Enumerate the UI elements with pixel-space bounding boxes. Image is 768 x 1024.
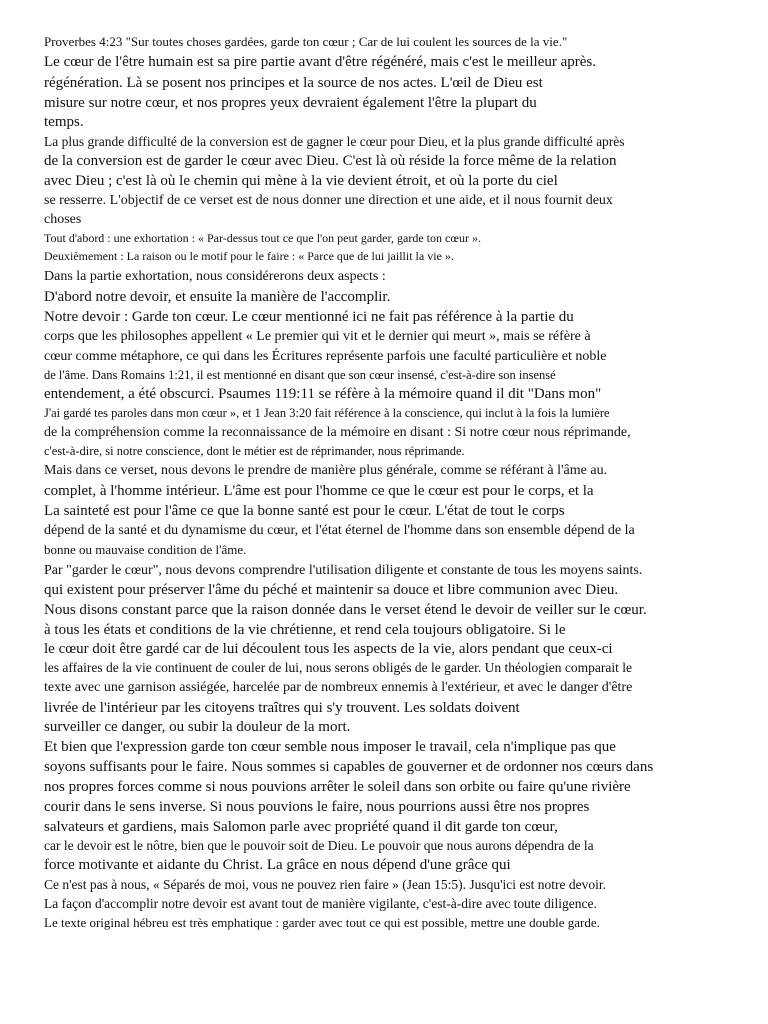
text-line: Mais dans ce verset, nous devons le prendre de manière plus générale, comme se référant à l'âme au. [44, 463, 608, 478]
text-line: complet, à l'homme intérieur. L'âme est pour l'homme ce que le cœur est pour le corps, et la [44, 483, 594, 499]
text-line: choses [44, 212, 82, 227]
text-line: entendement, a été obscurci. Psaumes 119:11 se réfère à la mémoire quand il dit "Dans mon" [44, 386, 602, 402]
text-line: Et bien que l'expression garde ton cœur semble nous imposer le travail, cela n'implique pas que [44, 739, 616, 755]
text-line: La plus grande difficulté de la conversion est de gagner le cœur pour Dieu, et la plus grande difficulté après [44, 134, 625, 149]
text-line: misure sur notre cœur, et nos propres yeux devraient également l'être la plupart du [44, 95, 537, 111]
text-line: Deuxièmement : La raison ou le motif pour le faire : « Parce que de lui jaillit la vie ». [44, 249, 454, 263]
text-line: Nous disons constant parce que la raison donnée dans le verset étend le devoir de veiller sur le cœur. [44, 602, 647, 618]
text-line: car le devoir est le nôtre, bien que le pouvoir soit de Dieu. Le pouvoir que nous aurons dépendra de la [44, 838, 594, 853]
text-line: se resserre. L'objectif de ce verset est de nous donner une direction et une aide, et il nous fournit deux [44, 193, 613, 208]
text-line: La façon d'accomplir notre devoir est avant tout de manière vigilante, c'est-à-dire avec toute diligence. [44, 896, 597, 911]
text-line: corps que les philosophes appellent « Le premier qui vit et le dernier qui meurt », mais se réfère à [44, 329, 591, 344]
text-line: Tout d'abord : une exhortation : « Par-dessus tout ce que l'on peut garder, garde ton cœur ». [44, 231, 481, 245]
text-line: nos propres forces comme si nous pouvions arrêter le soleil dans son orbite ou faire qu'une rivière [44, 779, 631, 795]
text-line: J'ai gardé tes paroles dans mon cœur », et 1 Jean 3:20 fait référence à la conscience, qui inclut à la fois la lumière [44, 406, 610, 420]
text-line: La sainteté est pour l'âme ce que la bonne santé est pour le cœur. L'état de tout le corps [44, 503, 565, 519]
text-line: surveiller ce danger, ou subir la douleur de la mort. [44, 719, 351, 735]
text-line: le cœur doit être gardé car de lui découlent tous les aspects de la vie, alors pendant que ceux-ci [44, 641, 613, 657]
text-line: courir dans le sens inverse. Si nous pouvions le faire, nous pourrions aussi être nos propres [44, 799, 590, 815]
text-line: temps. [44, 114, 84, 130]
text-line: Proverbes 4:23 "Sur toutes choses gardées, garde ton cœur ; Car de lui coulent les sources de la vie." [44, 34, 568, 49]
text-line: qui existent pour préserver l'âme du péché et maintenir sa douce et libre communion avec Dieu. [44, 582, 619, 598]
text-line: bonne ou mauvaise condition de l'âme. [44, 542, 247, 557]
text-line: de la compréhension comme la reconnaissance de la mémoire en disant : Si notre cœur nous réprimande, [44, 425, 631, 440]
text-line: régénération. Là se posent nos principes et la source de nos actes. L'œil de Dieu est [44, 75, 543, 91]
text-line: Dans la partie exhortation, nous considérerons deux aspects : [44, 269, 386, 284]
text-line: à tous les états et conditions de la vie chrétienne, et rend cela toujours obligatoire. Si le [44, 622, 566, 638]
text-line: c'est-à-dire, si notre conscience, dont le métier est de réprimander, nous réprimande. [44, 444, 465, 458]
text-line: Le cœur de l'être humain est sa pire partie avant d'être régénéré, mais c'est le meilleur après. [44, 54, 597, 70]
text-line: texte avec une garnison assiégée, harcelée par de nombreux ennemis à l'extérieur, et avec le danger d'être [44, 680, 633, 695]
text-line: livrée de l'intérieur par les citoyens traîtres qui s'y trouvent. Les soldats doivent [44, 700, 520, 716]
text-line: salvateurs et gardiens, mais Salomon parle avec propriété quand il dit garde ton cœur, [44, 819, 558, 835]
text-line: force motivante et aidante du Christ. La grâce en nous dépend d'une grâce qui [44, 857, 511, 873]
text-line: Ce n'est pas à nous, « Séparés de moi, vous ne pouvez rien faire » (Jean 15:5). Jusqu'ici est notre devoir. [44, 877, 606, 892]
text-line: les affaires de la vie continuent de couler de lui, nous serons obligés de le garder. Un théologien comparait le [44, 660, 632, 675]
text-line: de la conversion est de garder le cœur avec Dieu. C'est là où réside la force même de la relation [44, 153, 617, 169]
text-line: cœur comme métaphore, ce qui dans les Écritures représente parfois une faculté particulière et noble [44, 349, 607, 364]
text-line: soyons suffisants pour le faire. Nous sommes si capables de gouverner et de ordonner nos cœurs dans [44, 759, 654, 775]
text-line: de l'âme. Dans Romains 1:21, il est mentionné en disant que son cœur insensé, c'est-à-dire son insensé [44, 368, 556, 382]
text-line: dépend de la santé et du dynamisme du cœur, et l'état éternel de l'homme dans son ensemble dépend de la [44, 523, 635, 538]
text-line: Notre devoir : Garde ton cœur. Le cœur mentionné ici ne fait pas référence à la partie du [44, 309, 574, 325]
text-line: Le texte original hébreu est très emphatique : garder avec tout ce qui est possible, mettre une double garde. [44, 915, 600, 930]
text-line: D'abord notre devoir, et ensuite la manière de l'accomplir. [44, 289, 391, 305]
text-line: avec Dieu ; c'est là où le chemin qui mène à la vie devient étroit, et où la porte du ciel [44, 173, 558, 189]
text-line: Par "garder le cœur", nous devons comprendre l'utilisation diligente et constante de tous les moyens saints. [44, 563, 643, 578]
